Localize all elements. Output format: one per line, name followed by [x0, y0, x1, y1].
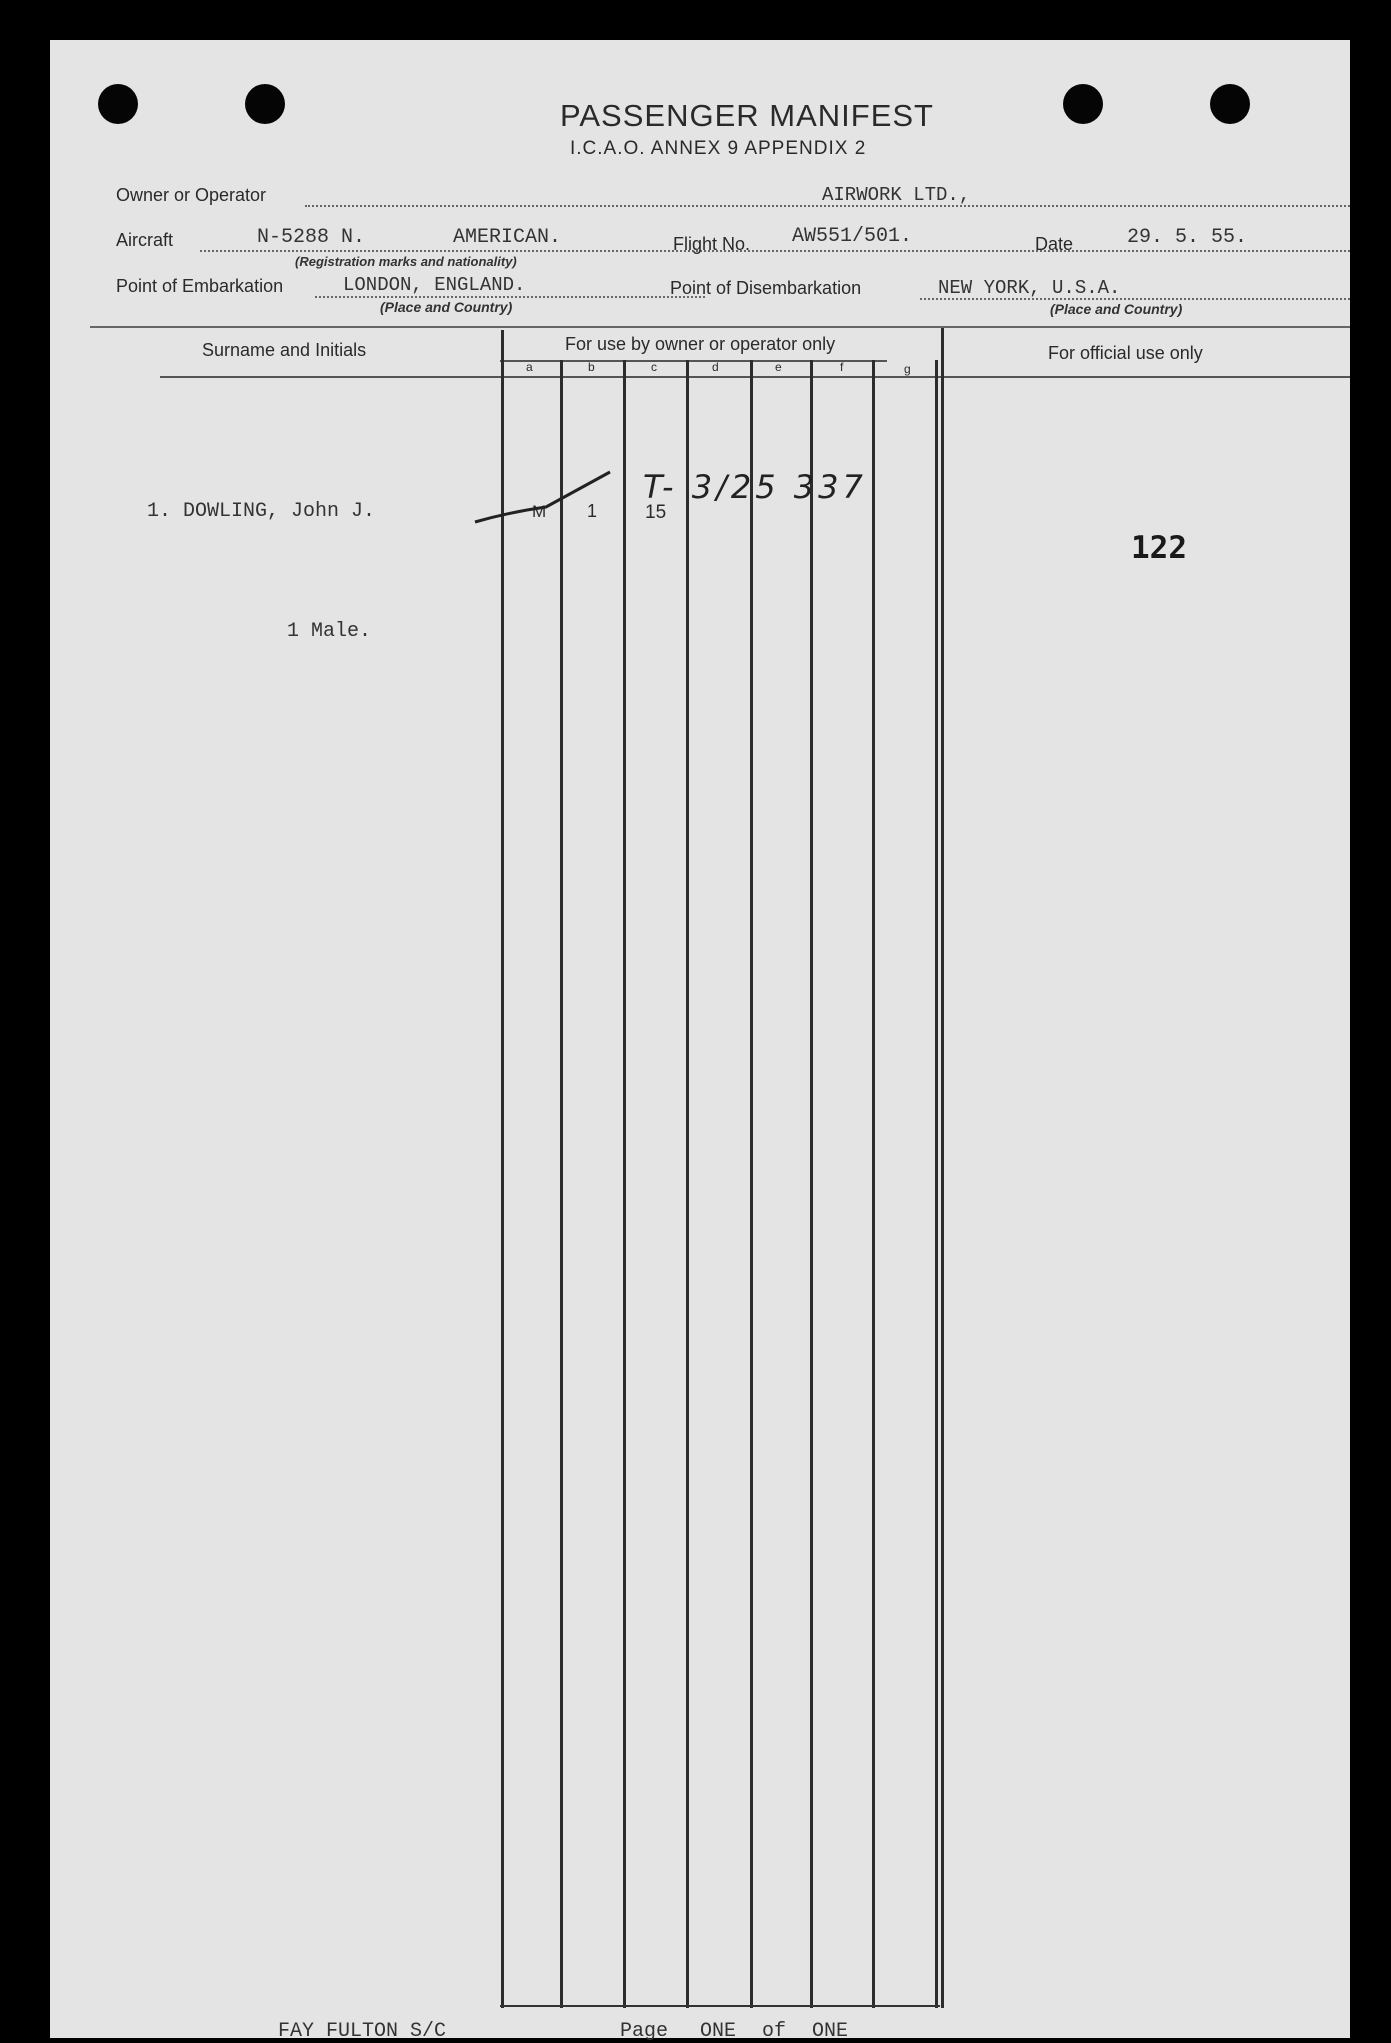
page-title: PASSENGER MANIFEST [560, 98, 934, 133]
registration-caption: (Registration marks and nationality) [295, 254, 517, 269]
footer-page-count: ONE of ONE [700, 2020, 849, 2043]
subcol-e: e [775, 360, 782, 374]
subcol-c: c [651, 360, 657, 374]
owner-label: Owner or Operator [116, 185, 267, 205]
footer-signature: FAY FULTON S/C [278, 2020, 447, 2043]
flight-value: AW551/501. [792, 225, 913, 248]
col-line-surname-right [501, 330, 504, 2008]
embark-label: Point of Embarkation [116, 276, 284, 296]
disembark-label: Point of Disembarkation [670, 278, 862, 298]
registration-value: N-5288 N. [257, 226, 366, 249]
passenger-col-a: M [532, 502, 547, 521]
table-top-line [90, 326, 1350, 328]
date-value: 29. 5. 55. [1127, 226, 1248, 249]
col-line-d-right [750, 360, 753, 2008]
col-header-owner-use: For use by owner or operator only [565, 334, 836, 354]
punch-hole-3 [1063, 84, 1103, 124]
col-line-a-right [560, 360, 563, 2008]
date-label: Date [1035, 234, 1074, 254]
embark-value: LONDON, ENGLAND. [343, 274, 526, 296]
subcol-g: g [904, 362, 911, 376]
embark-caption: (Place and Country) [380, 299, 513, 315]
passenger-summary: 1 Male. [287, 620, 372, 643]
passenger-col-b: 1 [587, 501, 598, 521]
subcol-b: b [588, 360, 595, 374]
subcol-d: d [712, 360, 719, 374]
flight-label: Flight No. [673, 234, 751, 254]
subcol-a: a [526, 360, 533, 374]
passenger-col-c: 15 [645, 502, 667, 523]
subcol-header-line [500, 360, 887, 362]
manifest-page [50, 40, 1350, 2043]
col-header-surname: Surname and Initials [202, 340, 367, 360]
col-line-g-right [935, 360, 938, 2008]
footer-page-label: Page [620, 2020, 669, 2043]
punch-hole-4 [1210, 84, 1250, 124]
col-line-c-right [686, 360, 689, 2008]
owner-value: AIRWORK LTD., [822, 184, 971, 206]
aircraft-label: Aircraft [116, 230, 174, 250]
col-line-b-right [623, 360, 626, 2008]
table-header-bottom-line [160, 376, 1350, 378]
passenger-name: 1. DOWLING, John J. [147, 500, 376, 523]
table-bottom-line [500, 2005, 940, 2007]
punch-hole-2 [245, 84, 285, 124]
passenger-handwritten-code: T- 3/25 337 [643, 468, 867, 506]
subcol-f: f [840, 360, 844, 374]
col-header-official: For official use only [1048, 343, 1203, 363]
embark-dotted-line [315, 296, 705, 298]
disembark-dotted-line [920, 298, 1350, 300]
official-number: 122 [1131, 530, 1187, 566]
check-mark-stroke [470, 462, 630, 532]
disembark-caption: (Place and Country) [1050, 301, 1183, 317]
aircraft-dotted-line [200, 250, 1350, 252]
col-line-official-left [941, 328, 944, 2008]
punch-hole-1 [98, 84, 138, 124]
disembark-value: NEW YORK, U.S.A. [938, 277, 1121, 299]
page-subtitle: I.C.A.O. ANNEX 9 APPENDIX 2 [570, 138, 867, 159]
col-line-e-right [810, 360, 813, 2008]
nationality-value: AMERICAN. [453, 226, 562, 249]
col-line-f-right [872, 360, 875, 2008]
